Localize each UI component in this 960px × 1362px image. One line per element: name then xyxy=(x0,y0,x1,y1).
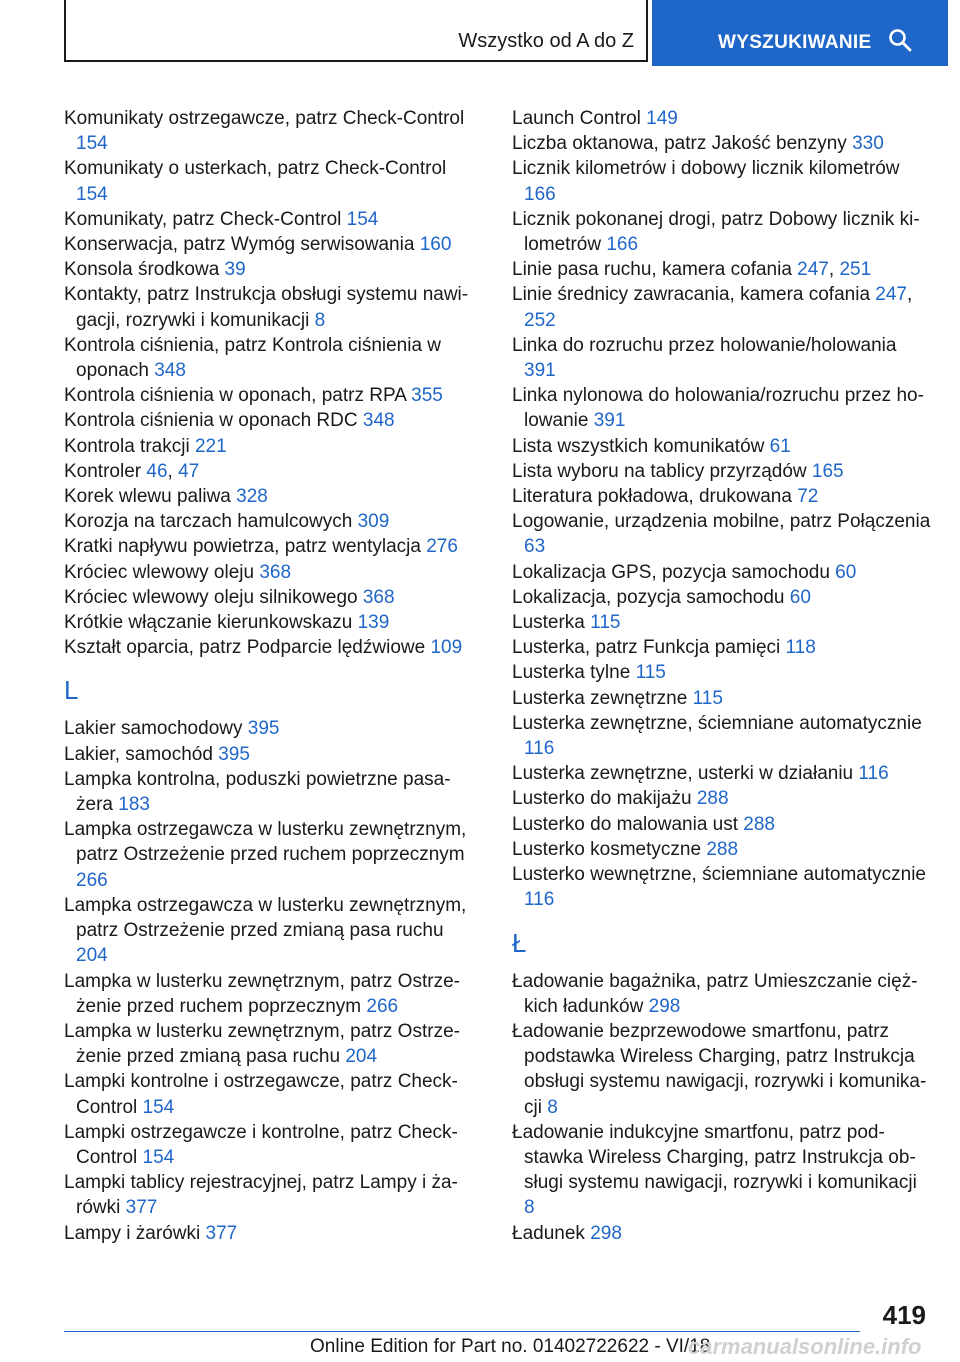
index-entry xyxy=(512,1019,932,1120)
index-entry xyxy=(512,862,932,912)
page-link[interactable]: 298 xyxy=(648,995,681,1017)
tab-search-label: WYSZUKIWANIE xyxy=(718,32,872,53)
tab-a-to-z[interactable] xyxy=(64,0,648,62)
page-link[interactable]: 115 xyxy=(635,662,666,684)
index-entry xyxy=(64,383,472,408)
index-entry-text: Konsola środkowa xyxy=(64,259,220,281)
index-entry-text: Lakier samochodowy xyxy=(64,718,243,740)
index-entry-text: Konserwacja, patrz Wymóg serwisowania xyxy=(64,234,415,256)
index-entry xyxy=(64,484,472,509)
index-entry xyxy=(64,560,472,585)
section-letter: Ł xyxy=(512,927,527,958)
index-entry-text: Lusterka xyxy=(512,612,585,634)
index-entry xyxy=(64,1069,472,1119)
index-entry xyxy=(64,257,472,282)
index-entry xyxy=(512,812,932,837)
page-link[interactable]: 116 xyxy=(524,889,555,911)
index-entry-text: Logowanie, urządzenia mobilne, patrz Połączenia xyxy=(512,511,931,533)
index-entry xyxy=(512,786,932,811)
page-link[interactable]: 60 xyxy=(789,586,811,608)
index-entry xyxy=(512,660,932,685)
index-entry-text: Linie pasa ruchu, kamera cofania xyxy=(512,259,792,281)
page-link[interactable]: 61 xyxy=(769,435,791,457)
page-link[interactable]: 391 xyxy=(524,360,556,382)
page-number: 419 xyxy=(882,1300,926,1330)
index-entry-text: Lampki tablicy rejestracyjnej, patrz Lampy i żarówki xyxy=(64,1172,458,1219)
section-letter: L xyxy=(64,675,79,706)
page-link[interactable]: 109 xyxy=(430,637,463,659)
index-entry-text: Licznik kilometrów i dobowy licznik kilometrów xyxy=(512,158,900,180)
index-entry xyxy=(64,969,472,1019)
index-entry xyxy=(64,1170,472,1220)
page-link[interactable]: 154 xyxy=(142,1096,175,1118)
page-link[interactable]: 288 xyxy=(696,788,729,810)
page-link[interactable]: 154 xyxy=(76,183,108,205)
page-link[interactable]: 391 xyxy=(593,410,626,432)
index-entry-text: Ładunek xyxy=(512,1222,585,1244)
index-entry: Linie pasa ruchu, kamera cofania 247, 251 xyxy=(512,259,872,281)
page-link[interactable]: 154 xyxy=(142,1146,175,1168)
page-link[interactable]: 39 xyxy=(224,259,246,281)
index-entry xyxy=(64,232,472,257)
index-entry-text: Linka nylonowa do holowania/rozruchu przez holowanie xyxy=(512,385,924,432)
page-link[interactable]: 368 xyxy=(362,586,395,608)
index-entry-text: Korek wlewu paliwa xyxy=(64,486,231,508)
page-link[interactable]: 8 xyxy=(547,1096,558,1118)
index-entry-text: Licznik pokonanej drogi, patrz Dobowy licznik kilometrów xyxy=(512,208,920,256)
page-link[interactable]: 276 xyxy=(426,536,458,558)
page-link[interactable]: 8 xyxy=(524,1197,535,1219)
index-entry-text: Lampka ostrzegawcza w lusterku zewnętrznym, patrz Ostrzeżenie przed zmianą pasa ruchu xyxy=(64,894,467,942)
index-entry-text: Komunikaty, patrz Check-Control xyxy=(64,208,342,230)
tab-a-to-z-label: Wszystko od A do Z xyxy=(458,30,634,52)
page-link[interactable]: 149 xyxy=(646,108,678,129)
page-link[interactable]: 266 xyxy=(366,995,399,1017)
page-link[interactable]: 60 xyxy=(835,561,857,583)
page-link[interactable]: 395 xyxy=(218,743,250,765)
index-entry xyxy=(64,509,472,534)
index-entry-text: Linka do rozruchu przez holowanie/holowania xyxy=(512,334,897,356)
page-link[interactable]: 154 xyxy=(346,208,379,230)
page-link[interactable]: 348 xyxy=(154,360,186,382)
index-entry-text: Kształt oparcia, patrz Podparcie lędźwiowe xyxy=(64,637,426,659)
page-link[interactable]: 160 xyxy=(419,234,452,256)
index-entry-text: Lampy i żarówki xyxy=(64,1222,201,1244)
index-entry-text: Lista wyboru na tablicy przyrządów xyxy=(512,460,807,482)
index-entry xyxy=(512,711,932,761)
page-link[interactable]: 247 xyxy=(797,259,829,281)
index-entry-text: Lampki ostrzegawcze i kontrolne, patrz Check-Control xyxy=(64,1121,458,1168)
index-entry xyxy=(64,585,472,610)
index-entry xyxy=(512,610,932,635)
index-entry-text: Lusterka zewnętrzne, usterki w działaniu xyxy=(512,763,854,785)
index-entry-text: Lusterko kosmetyczne xyxy=(512,838,702,860)
index-entry xyxy=(64,742,472,767)
index-entry xyxy=(64,767,472,817)
index-entry xyxy=(512,131,932,156)
page-link[interactable]: 288 xyxy=(743,813,775,835)
index-entry xyxy=(64,106,472,156)
index-entry xyxy=(512,106,932,131)
index-entry-text: Kontakty, patrz Instrukcja obsługi systemu nawigacji, rozrywki i komunikacji xyxy=(64,284,469,331)
index-entry-text: Literatura pokładowa, drukowana xyxy=(512,486,792,508)
index-entry xyxy=(512,1221,932,1246)
page-link[interactable]: 46 xyxy=(146,460,168,482)
index-column-right xyxy=(512,106,932,1246)
index-entry xyxy=(512,509,932,559)
index-entry-text: Lusterka zewnętrzne, ściemniane automatycznie xyxy=(512,712,922,734)
page-link[interactable]: 252 xyxy=(524,309,556,331)
index-entry: Linie średnicy zawracania, kamera cofania 247, 252 xyxy=(512,284,913,331)
page-link[interactable]: 377 xyxy=(205,1222,238,1244)
index-entry xyxy=(64,1221,472,1246)
index-entry xyxy=(512,1120,932,1221)
index-entry xyxy=(512,156,932,206)
index-entry-text: Korozja na tarczach hamulcowych xyxy=(64,511,353,533)
index-entry-text: Kontrola ciśnienia w oponach RDC xyxy=(64,410,358,432)
index-entry-text: Kontrola ciśnienia, patrz Kontrola ciśnienia w oponach xyxy=(64,334,442,382)
index-entry xyxy=(512,635,932,660)
page-link[interactable]: 355 xyxy=(411,385,443,407)
index-entry xyxy=(512,333,932,383)
page-link[interactable]: 221 xyxy=(194,435,227,457)
page-link[interactable]: 115 xyxy=(590,612,621,634)
page-link[interactable]: 328 xyxy=(236,486,268,508)
top-navigation xyxy=(64,0,948,66)
index-entry xyxy=(64,610,472,635)
index-entry-text: Launch Control xyxy=(512,108,641,129)
page-link[interactable]: 251 xyxy=(839,259,872,281)
page-link[interactable]: 395 xyxy=(247,718,280,740)
index-entry xyxy=(512,207,932,257)
index-entry-text: Lokalizacja, pozycja samochodu xyxy=(512,586,785,608)
index-entry-text: Liczba oktanowa, patrz Jakość benzyny xyxy=(512,133,847,155)
index-entry xyxy=(64,282,472,332)
page-link[interactable]: 115 xyxy=(692,687,723,709)
index-entry xyxy=(64,893,472,969)
footer-divider xyxy=(64,1331,860,1332)
index-entry xyxy=(64,156,472,206)
search-icon xyxy=(888,28,912,52)
tab-search[interactable] xyxy=(652,0,948,66)
index-entry xyxy=(512,837,932,862)
page-link[interactable]: 288 xyxy=(706,838,739,860)
index-entry-text: Lampka kontrolna, poduszki powietrzne pasażera xyxy=(64,768,451,816)
page-link[interactable]: 154 xyxy=(76,133,108,155)
index-entry xyxy=(512,560,932,585)
page-link[interactable]: 348 xyxy=(362,410,395,432)
index-entry-text: Kontroler xyxy=(64,460,142,482)
page-link[interactable]: 47 xyxy=(178,460,200,482)
index-entry-text: Kontrola ciśnienia w oponach, patrz RPA xyxy=(64,385,406,407)
index-entry-text: Króciec wlewowy oleju silnikowego xyxy=(64,586,358,608)
watermark: carmanualsonline.info xyxy=(688,1334,922,1359)
page-link[interactable]: 247 xyxy=(875,284,907,306)
page-link[interactable]: 139 xyxy=(357,612,390,634)
index-entry-text: Lampka w lusterku zewnętrznym, patrz Ostrzeżenie przed zmianą pasa ruchu xyxy=(64,1020,460,1068)
index-entry-text: Kontrola trakcji xyxy=(64,435,190,457)
index-entry-text: Lusterko wewnętrzne, ściemniane automatycznie xyxy=(512,864,926,886)
footer-edition: Online Edition for Part no. 01402722622 - VI/18 xyxy=(310,1336,711,1357)
index-entry xyxy=(64,1019,472,1069)
index-entry xyxy=(64,333,472,383)
index-entry xyxy=(64,1120,472,1170)
index-entry xyxy=(512,969,932,1019)
page-link[interactable]: 72 xyxy=(797,486,819,508)
index-entry xyxy=(64,716,472,741)
page-link[interactable]: 165 xyxy=(811,460,844,482)
page-link[interactable]: 204 xyxy=(345,1046,378,1068)
index-entry xyxy=(512,383,932,433)
index-entry xyxy=(512,459,932,484)
index-entry xyxy=(512,585,932,610)
index-entry-text: Lusterko do makijażu xyxy=(512,788,692,810)
index-entry-text: Króciec wlewowy oleju xyxy=(64,561,255,583)
index-entry xyxy=(64,408,472,433)
index-entry xyxy=(64,434,472,459)
index-entry-text: Lista wszystkich komunikatów xyxy=(512,435,765,457)
index-entry-text: Ładowanie bagażnika, patrz Umieszczanie ciężkich ładunków xyxy=(512,970,918,1017)
index-entry xyxy=(64,207,472,232)
page-link[interactable]: 183 xyxy=(118,794,150,816)
index-entry xyxy=(512,484,932,509)
page-link[interactable]: 266 xyxy=(76,869,108,891)
index-entry-text: Komunikaty ostrzegawcze, patrz Check-Control xyxy=(64,108,465,129)
index-entry-text: Ładowanie bezprzewodowe smartfonu, patrz podstawka Wireless Charging, patrz Instrukcja obsługi systemu nawigacji, rozrywki i komunikacji xyxy=(512,1020,927,1118)
page-link[interactable]: 8 xyxy=(314,309,326,331)
index-entry-text: Lampka ostrzegawcza w lusterku zewnętrznym, patrz Ostrzeżenie przed ruchem poprzecznym xyxy=(64,819,467,866)
index-entry xyxy=(512,761,932,786)
page-link[interactable]: 377 xyxy=(125,1197,158,1219)
index-entry-text: Ładowanie indukcyjne smartfonu, patrz podstawka Wireless Charging, patrz Instrukcja obsługi systemu nawigacji, rozrywki i komunikacji xyxy=(512,1121,917,1194)
page-link[interactable]: 118 xyxy=(785,637,816,659)
index-entry-text: Lusterko do malowania ust xyxy=(512,813,739,835)
index-entry xyxy=(64,817,472,893)
index-entry-text: Lusterka tylne xyxy=(512,662,631,684)
index-entry xyxy=(512,434,932,459)
page-link[interactable]: 166 xyxy=(606,234,639,256)
index-entry-text: Lampka w lusterku zewnętrznym, patrz Ostrzeżenie przed ruchem poprzecznym xyxy=(64,970,460,1017)
index-entry-text: Lampki kontrolne i ostrzegawcze, patrz Check-Control xyxy=(64,1071,458,1118)
index-entry-text: Kratki napływu powietrza, patrz wentylacja xyxy=(64,536,421,558)
page-link[interactable]: 368 xyxy=(259,561,292,583)
page-link[interactable]: 330 xyxy=(852,133,884,155)
page-link[interactable]: 166 xyxy=(524,183,556,205)
index-entry-text: Lakier, samochód xyxy=(64,743,213,765)
page-link[interactable]: 116 xyxy=(858,763,889,785)
index-entry xyxy=(64,534,472,559)
page-link[interactable]: 298 xyxy=(590,1222,622,1244)
index-entry-text: Komunikaty o usterkach, patrz Check-Control xyxy=(64,158,447,180)
page-link[interactable]: 116 xyxy=(524,738,555,760)
index-entry xyxy=(64,635,472,660)
index-column-left xyxy=(64,106,472,1246)
index-entry-text: Krótkie włączanie kierunkowskazu xyxy=(64,612,353,634)
page-link[interactable]: 309 xyxy=(357,511,390,533)
page-link[interactable]: 63 xyxy=(524,536,546,558)
index-entry xyxy=(512,686,932,711)
index-entry-text: Lusterka zewnętrzne xyxy=(512,687,688,709)
index-entry-text: Linie średnicy zawracania, kamera cofania xyxy=(512,284,871,306)
index-entry: Kontroler 46, 47 xyxy=(64,460,200,482)
index-entry-text: Lusterka, patrz Funkcja pamięci xyxy=(512,637,781,659)
index-entry-text: Lokalizacja GPS, pozycja samochodu xyxy=(512,561,830,583)
page-link[interactable]: 204 xyxy=(76,945,108,967)
